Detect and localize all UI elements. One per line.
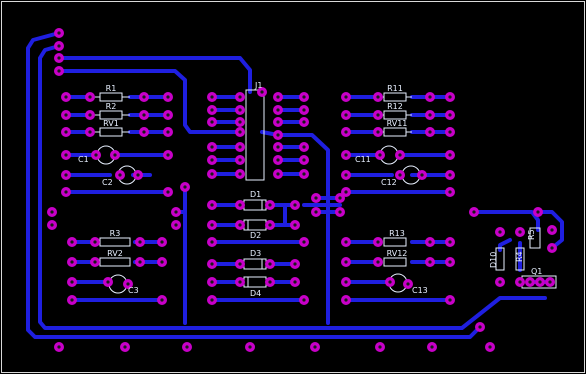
pad-hole xyxy=(420,173,423,176)
pad-hole xyxy=(378,345,381,348)
label-rv1: RV1 xyxy=(103,119,119,128)
pad-hole xyxy=(138,260,141,263)
pad-hole xyxy=(238,145,241,148)
pad-hole xyxy=(210,145,213,148)
label-r2: R2 xyxy=(105,102,117,111)
pad-hole xyxy=(302,120,305,123)
pad-hole xyxy=(518,280,521,283)
pad-hole xyxy=(57,31,60,34)
pad-hole xyxy=(498,230,501,233)
pad-hole xyxy=(174,210,177,213)
label-r12: R12 xyxy=(387,102,403,111)
pad-hole xyxy=(210,223,213,226)
pad-hole xyxy=(88,95,91,98)
pad-hole xyxy=(50,223,53,226)
pad-hole xyxy=(293,262,296,265)
pad-hole xyxy=(448,113,451,116)
pad-hole xyxy=(57,69,60,72)
pad-hole xyxy=(136,173,139,176)
pad-hole xyxy=(174,223,177,226)
pad-hole xyxy=(344,260,347,263)
pad-hole xyxy=(106,280,109,283)
pad-hole xyxy=(338,196,341,199)
pad-hole xyxy=(64,95,67,98)
pad-hole xyxy=(238,223,241,226)
pad-hole xyxy=(528,280,531,283)
pad-hole xyxy=(210,298,213,301)
pad-hole xyxy=(406,282,409,285)
pad-hole xyxy=(314,196,317,199)
pad-hole xyxy=(166,113,169,116)
pad-hole xyxy=(302,95,305,98)
label-c2: C2 xyxy=(102,178,113,187)
pad-hole xyxy=(70,260,73,263)
pad-hole xyxy=(210,280,213,283)
label-c11: C11 xyxy=(355,155,371,164)
pad-hole xyxy=(160,260,163,263)
pad-hole xyxy=(276,120,279,123)
pad-hole xyxy=(302,298,305,301)
pad-hole xyxy=(238,130,241,133)
label-d1: D1 xyxy=(250,190,262,199)
pad-hole xyxy=(64,153,67,156)
pad-hole xyxy=(448,173,451,176)
label-j1: J1 xyxy=(255,81,263,90)
pad-hole xyxy=(448,298,451,301)
pad-hole xyxy=(488,345,491,348)
pad-hole xyxy=(428,95,431,98)
label-r11: R11 xyxy=(387,84,403,93)
pad-hole xyxy=(428,113,431,116)
pad-hole xyxy=(376,95,379,98)
pad-hole xyxy=(536,210,539,213)
pad-hole xyxy=(70,240,73,243)
pad-hole xyxy=(344,298,347,301)
pad-hole xyxy=(238,172,241,175)
pad-hole xyxy=(430,345,433,348)
pad-hole xyxy=(448,260,451,263)
pad-hole xyxy=(472,210,475,213)
label-d3: D3 xyxy=(250,249,262,258)
pad-hole xyxy=(276,95,279,98)
pad-hole xyxy=(238,158,241,161)
pad-hole xyxy=(344,190,347,193)
pad-hole xyxy=(302,240,305,243)
pad-hole xyxy=(376,113,379,116)
pad-hole xyxy=(268,262,271,265)
pad-hole xyxy=(376,130,379,133)
pad-hole xyxy=(210,172,213,175)
pad-hole xyxy=(344,113,347,116)
pad-hole xyxy=(166,95,169,98)
pad-hole xyxy=(64,173,67,176)
pad-hole xyxy=(183,185,186,188)
pad-hole xyxy=(238,203,241,206)
label-rv12: RV12 xyxy=(386,249,408,258)
pad-hole xyxy=(293,203,296,206)
pad-hole xyxy=(210,262,213,265)
pad-hole xyxy=(276,172,279,175)
pad-hole xyxy=(88,113,91,116)
pad-hole xyxy=(210,120,213,123)
pad-hole xyxy=(448,130,451,133)
pad-hole xyxy=(428,260,431,263)
pad-hole xyxy=(248,345,251,348)
pad-hole xyxy=(70,298,73,301)
pad-hole xyxy=(166,153,169,156)
pad-hole xyxy=(57,56,60,59)
pad-hole xyxy=(293,223,296,226)
pad-hole xyxy=(142,113,145,116)
pad-hole xyxy=(268,280,271,283)
pad-hole xyxy=(276,158,279,161)
pad-hole xyxy=(276,108,279,111)
pad-hole xyxy=(64,113,67,116)
pad-hole xyxy=(210,203,213,206)
pad-hole xyxy=(64,130,67,133)
pad-hole xyxy=(478,325,481,328)
pad-hole xyxy=(238,262,241,265)
pad-hole xyxy=(448,153,451,156)
pad-hole xyxy=(398,173,401,176)
pad-hole xyxy=(210,240,213,243)
pad-hole xyxy=(57,44,60,47)
pad-hole xyxy=(302,145,305,148)
pad-hole xyxy=(50,210,53,213)
pad-hole xyxy=(448,240,451,243)
pad-hole xyxy=(548,280,551,283)
pad-hole xyxy=(260,90,263,93)
label-c3: C3 xyxy=(128,286,139,295)
label-d10: D10 xyxy=(489,251,498,268)
pad-hole xyxy=(210,95,213,98)
pad-hole xyxy=(142,130,145,133)
label-c13: C13 xyxy=(412,286,428,295)
pad-hole xyxy=(185,345,188,348)
label-r5: R5 xyxy=(527,229,536,240)
label-r4: R4 xyxy=(515,251,524,262)
pad-hole xyxy=(160,298,163,301)
pad-hole xyxy=(344,173,347,176)
pad-hole xyxy=(276,145,279,148)
label-rv2: RV2 xyxy=(107,249,123,258)
pad-hole xyxy=(550,228,553,231)
pad-hole xyxy=(550,246,553,249)
pad-hole xyxy=(344,153,347,156)
label-r13: R13 xyxy=(389,229,405,238)
pad-hole xyxy=(138,240,141,243)
pad-hole xyxy=(344,130,347,133)
pad-hole xyxy=(538,280,541,283)
pad-hole xyxy=(302,158,305,161)
pad-hole xyxy=(428,130,431,133)
pad-hole xyxy=(64,190,67,193)
pad-hole xyxy=(166,130,169,133)
pad-hole xyxy=(268,223,271,226)
label-r1: R1 xyxy=(105,84,117,93)
pad-hole xyxy=(344,280,347,283)
pad-hole xyxy=(344,95,347,98)
pad-hole xyxy=(238,280,241,283)
pad-hole xyxy=(88,130,91,133)
pad-hole xyxy=(344,240,347,243)
pad-hole xyxy=(398,153,401,156)
pad-hole xyxy=(302,108,305,111)
label-d4: D4 xyxy=(250,289,262,298)
label-q1: Q1 xyxy=(531,267,543,276)
pad-hole xyxy=(313,345,316,348)
pad-hole xyxy=(238,95,241,98)
pad-hole xyxy=(210,158,213,161)
pad-hole xyxy=(448,190,451,193)
pad-hole xyxy=(238,108,241,111)
pad-hole xyxy=(57,345,60,348)
label-r3: R3 xyxy=(109,229,121,238)
pad-hole xyxy=(376,260,379,263)
label-c12: C12 xyxy=(381,178,397,187)
pad-hole xyxy=(166,190,169,193)
pad-hole xyxy=(388,280,391,283)
pad-hole xyxy=(94,153,97,156)
pad-hole xyxy=(210,108,213,111)
pad-hole xyxy=(113,153,116,156)
pad-hole xyxy=(376,240,379,243)
pad-hole xyxy=(70,280,73,283)
pad-hole xyxy=(142,95,145,98)
pad-hole xyxy=(498,280,501,283)
pad-hole xyxy=(428,240,431,243)
pad-hole xyxy=(238,120,241,123)
pad-hole xyxy=(276,133,279,136)
pad-hole xyxy=(378,153,381,156)
pad-hole xyxy=(118,173,121,176)
label-d2: D2 xyxy=(250,231,262,240)
pad-hole xyxy=(123,345,126,348)
pad-hole xyxy=(268,203,271,206)
pad-hole xyxy=(93,240,96,243)
pad-hole xyxy=(293,280,296,283)
label-c1: C1 xyxy=(78,155,89,164)
pad-hole xyxy=(338,210,341,213)
pad-hole xyxy=(314,210,317,213)
pad-hole xyxy=(93,260,96,263)
pad-hole xyxy=(518,230,521,233)
pad-hole xyxy=(302,172,305,175)
pad-hole xyxy=(160,240,163,243)
pad-hole xyxy=(448,95,451,98)
label-rv11: RV11 xyxy=(386,119,408,128)
